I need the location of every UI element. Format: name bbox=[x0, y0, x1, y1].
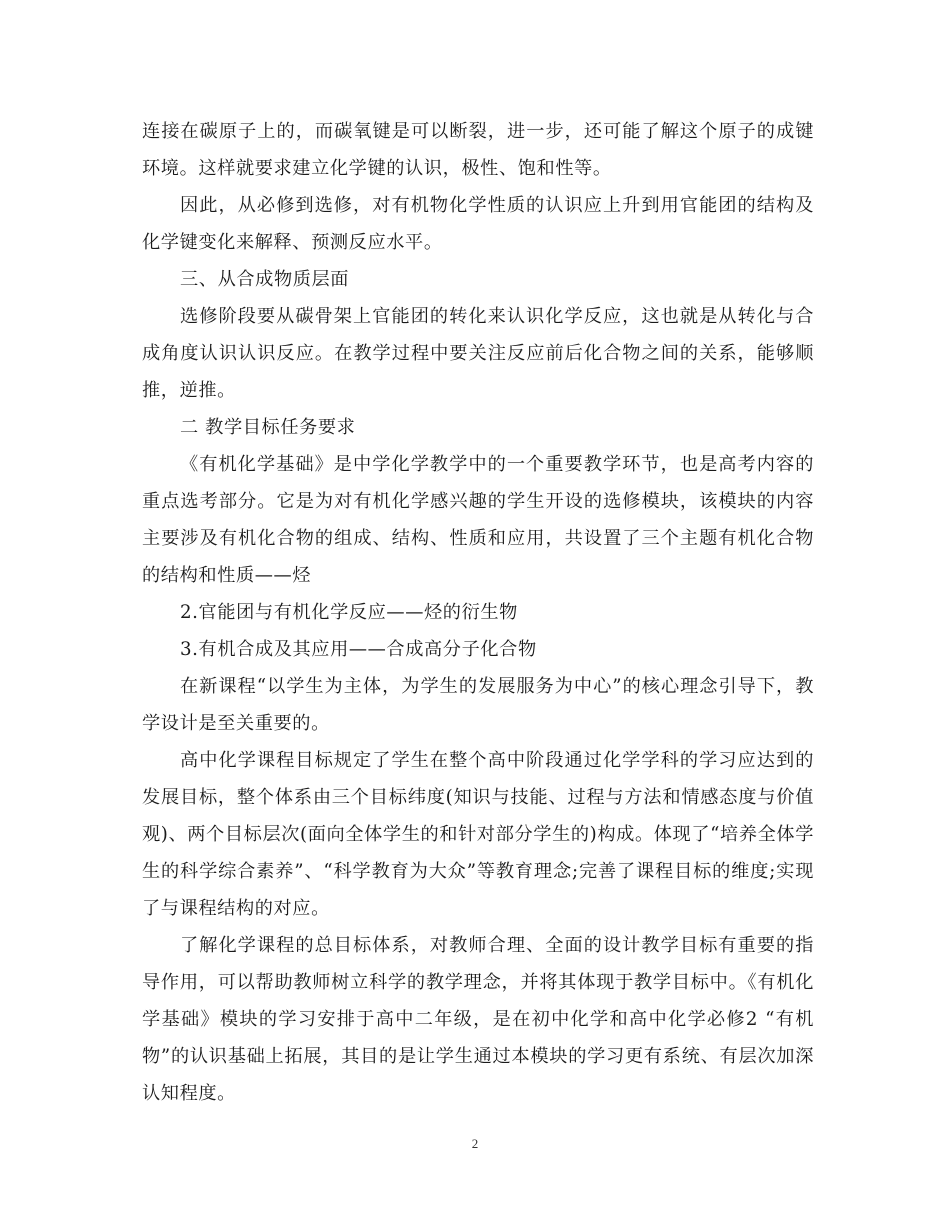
paragraph: 因此，从必修到选修，对有机物化学性质的认识应上升到用官能团的结构及化学键变化来解释、预测反应水平。 bbox=[142, 195, 814, 253]
paragraph: 高中化学课程目标规定了学生在整个高中阶段通过化学学科的学习应达到的发展目标，整个体系由三个目标纬度(知识与技能、过程与方法和情感态度与价值观)、两个目标层次(面向全体学生的和针对部分学生的)构成。体现了“培养全体学生的科学综合素养”、“科学教育为大众”等教育理念;完善了课程目标的维度;实现了与课程结构的对应。 bbox=[142, 750, 814, 919]
list-item: 3.有机合成及其应用——合成高分子化合物 bbox=[180, 639, 537, 660]
section-heading: 三、从合成物质层面 bbox=[180, 269, 350, 290]
paragraph: 《有机化学基础》是中学化学教学中的一个重要教学环节，也是高考内容的重点选考部分。它是为对有机化学感兴趣的学生开设的选修模块，该模块的内容主要涉及有机化合物的组成、结构、性质和应用，共设置了三个主题有机化合物的结构和性质——烃 bbox=[142, 454, 814, 586]
page-number: 2 bbox=[471, 1136, 479, 1151]
paragraph: 选修阶段要从碳骨架上官能团的转化来认识化学反应，这也就是从转化与合成角度认识认识反应。在教学过程中要关注反应前后化合物之间的关系，能够顺推，逆推。 bbox=[142, 306, 814, 401]
document-body bbox=[142, 113, 814, 1112]
paragraph: 了解化学课程的总目标体系，对教师合理、全面的设计教学目标有重要的指导作用，可以帮助教师树立科学的教学理念，并将其体现于教学目标中。《有机化学基础》模块的学习安排于高中二年级，是在初中化学和高中化学必修2 “有机物”的认识基础上拓展，其目的是让学生通过本模块的学习更有系统、有层次加深认知程度。 bbox=[142, 935, 814, 1104]
paragraph: 连接在碳原子上的，而碳氧键是可以断裂，进一步，还可能了解这个原子的成键环境。这样就要求建立化学键的认识，极性、饱和性等。 bbox=[142, 121, 814, 179]
list-item: 2.官能团与有机化学反应——烃的衍生物 bbox=[180, 602, 518, 623]
section-heading: 二 教学目标任务要求 bbox=[180, 417, 356, 438]
paragraph: 在新课程“以学生为主体，为学生的发展服务为中心”的核心理念引导下，教学设计是至关重要的。 bbox=[142, 676, 814, 734]
